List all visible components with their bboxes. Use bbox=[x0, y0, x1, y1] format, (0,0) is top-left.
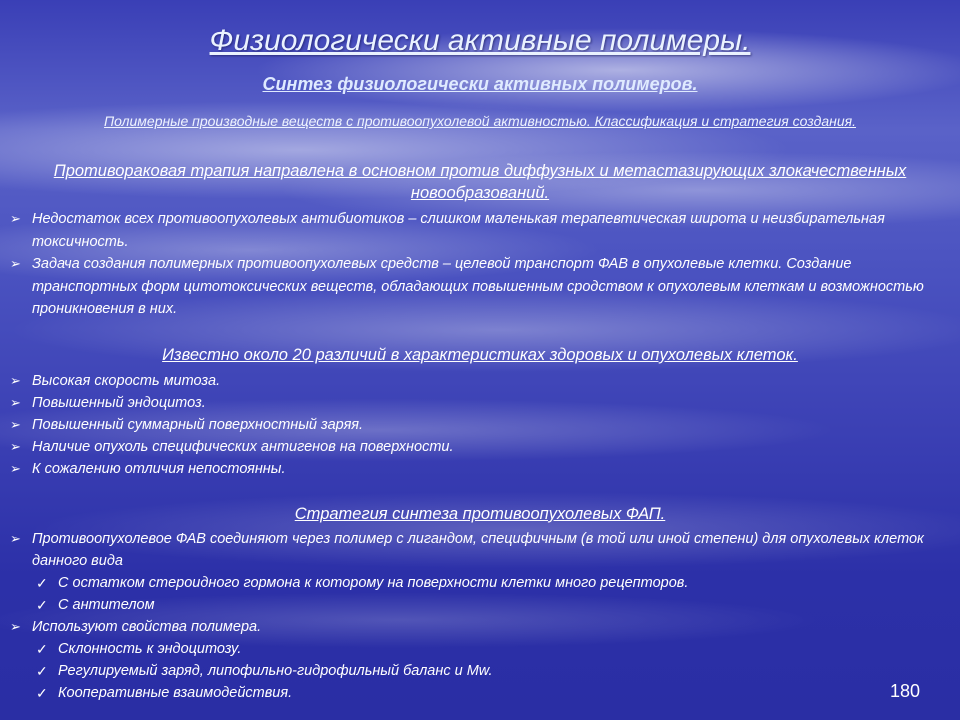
page-number: 180 bbox=[889, 681, 920, 701]
arrow-bullet-icon: ➢ bbox=[10, 373, 21, 388]
checkmark-icon: ✓ bbox=[36, 663, 48, 679]
bullet-list-therapy bbox=[10, 208, 930, 321]
checkmark-icon: ✓ bbox=[36, 597, 48, 613]
section-heading-differences: Известно около 20 различий в характеристиках здоровых и опухолевых клеток. bbox=[162, 346, 798, 364]
bullet-list-strategy bbox=[10, 528, 930, 704]
arrow-bullet-icon: ➢ bbox=[10, 619, 21, 634]
list-item: ➢ Высокая скорость митоза. bbox=[10, 370, 930, 392]
bullet-list-differences bbox=[10, 370, 930, 480]
list-item: ➢ Повышенный эндоцитоз. bbox=[10, 392, 930, 414]
arrow-bullet-icon: ➢ bbox=[10, 395, 21, 410]
checkmark-icon: ✓ bbox=[36, 575, 48, 591]
list-item: ➢ Наличие опухоль специфических антигенов на поверхности. bbox=[10, 436, 930, 458]
arrow-bullet-icon: ➢ bbox=[10, 439, 21, 454]
checkmark-icon: ✓ bbox=[36, 641, 48, 657]
list-subitem: ✓ Кооперативные взаимодействия. bbox=[10, 682, 930, 704]
list-item: ➢ Используют свойства полимера. bbox=[10, 616, 930, 638]
list-subitem: ✓ С остатком стероидного гормона к которому на поверхности клетки много рецепторов. bbox=[10, 572, 930, 594]
arrow-bullet-icon: ➢ bbox=[10, 417, 21, 432]
slide-subtitle: Синтез физиологически активных полимеров. bbox=[262, 74, 698, 94]
section-heading-therapy: Противораковая трапия направлена в основном против диффузных и метастазирующих злокачественных новообразований. bbox=[53, 162, 907, 202]
list-subitem: ✓ Склонность к эндоцитозу. bbox=[10, 638, 930, 660]
slide-title: Физиологически активные полимеры. bbox=[209, 24, 751, 57]
list-subitem: ✓ Регулируемый заряд, липофильно-гидрофильный баланс и Mw. bbox=[10, 660, 930, 682]
list-item: ➢ Задача создания полимерных противоопухолевых средств – целевой транспорт ФАВ в опухолевые клетки. Создание транспортных форм цитотоксических веществ, обладающих повышенным сродством к опухолевым клеткам и возможностью проникновения в них. bbox=[10, 253, 930, 321]
intro-paragraph: Полимерные производные веществ с противоопухолевой активностью. Классификация и стратегия создания. bbox=[104, 113, 856, 129]
checkmark-icon: ✓ bbox=[36, 685, 48, 701]
arrow-bullet-icon: ➢ bbox=[10, 256, 21, 271]
section-heading-strategy: Стратегия синтеза противоопухолевых ФАП. bbox=[294, 505, 666, 523]
list-item: ➢ К сожалению отличия непостоянны. bbox=[10, 458, 930, 480]
list-item: ➢ Повышенный суммарный поверхностный заряя. bbox=[10, 414, 930, 436]
list-item: ➢ Недостаток всех противоопухолевых антибиотиков – слишком маленькая терапевтическая широта и неизбирательная токсичность. bbox=[10, 208, 930, 253]
arrow-bullet-icon: ➢ bbox=[10, 211, 21, 226]
arrow-bullet-icon: ➢ bbox=[10, 531, 21, 546]
arrow-bullet-icon: ➢ bbox=[10, 461, 21, 476]
list-subitem: ✓ С антителом bbox=[10, 594, 930, 616]
list-item: ➢ Противоопухолевое ФАВ соединяют через полимер с лигандом, специфичным (в той или иной степени) для опухолевых клеток данного вида bbox=[10, 528, 930, 572]
